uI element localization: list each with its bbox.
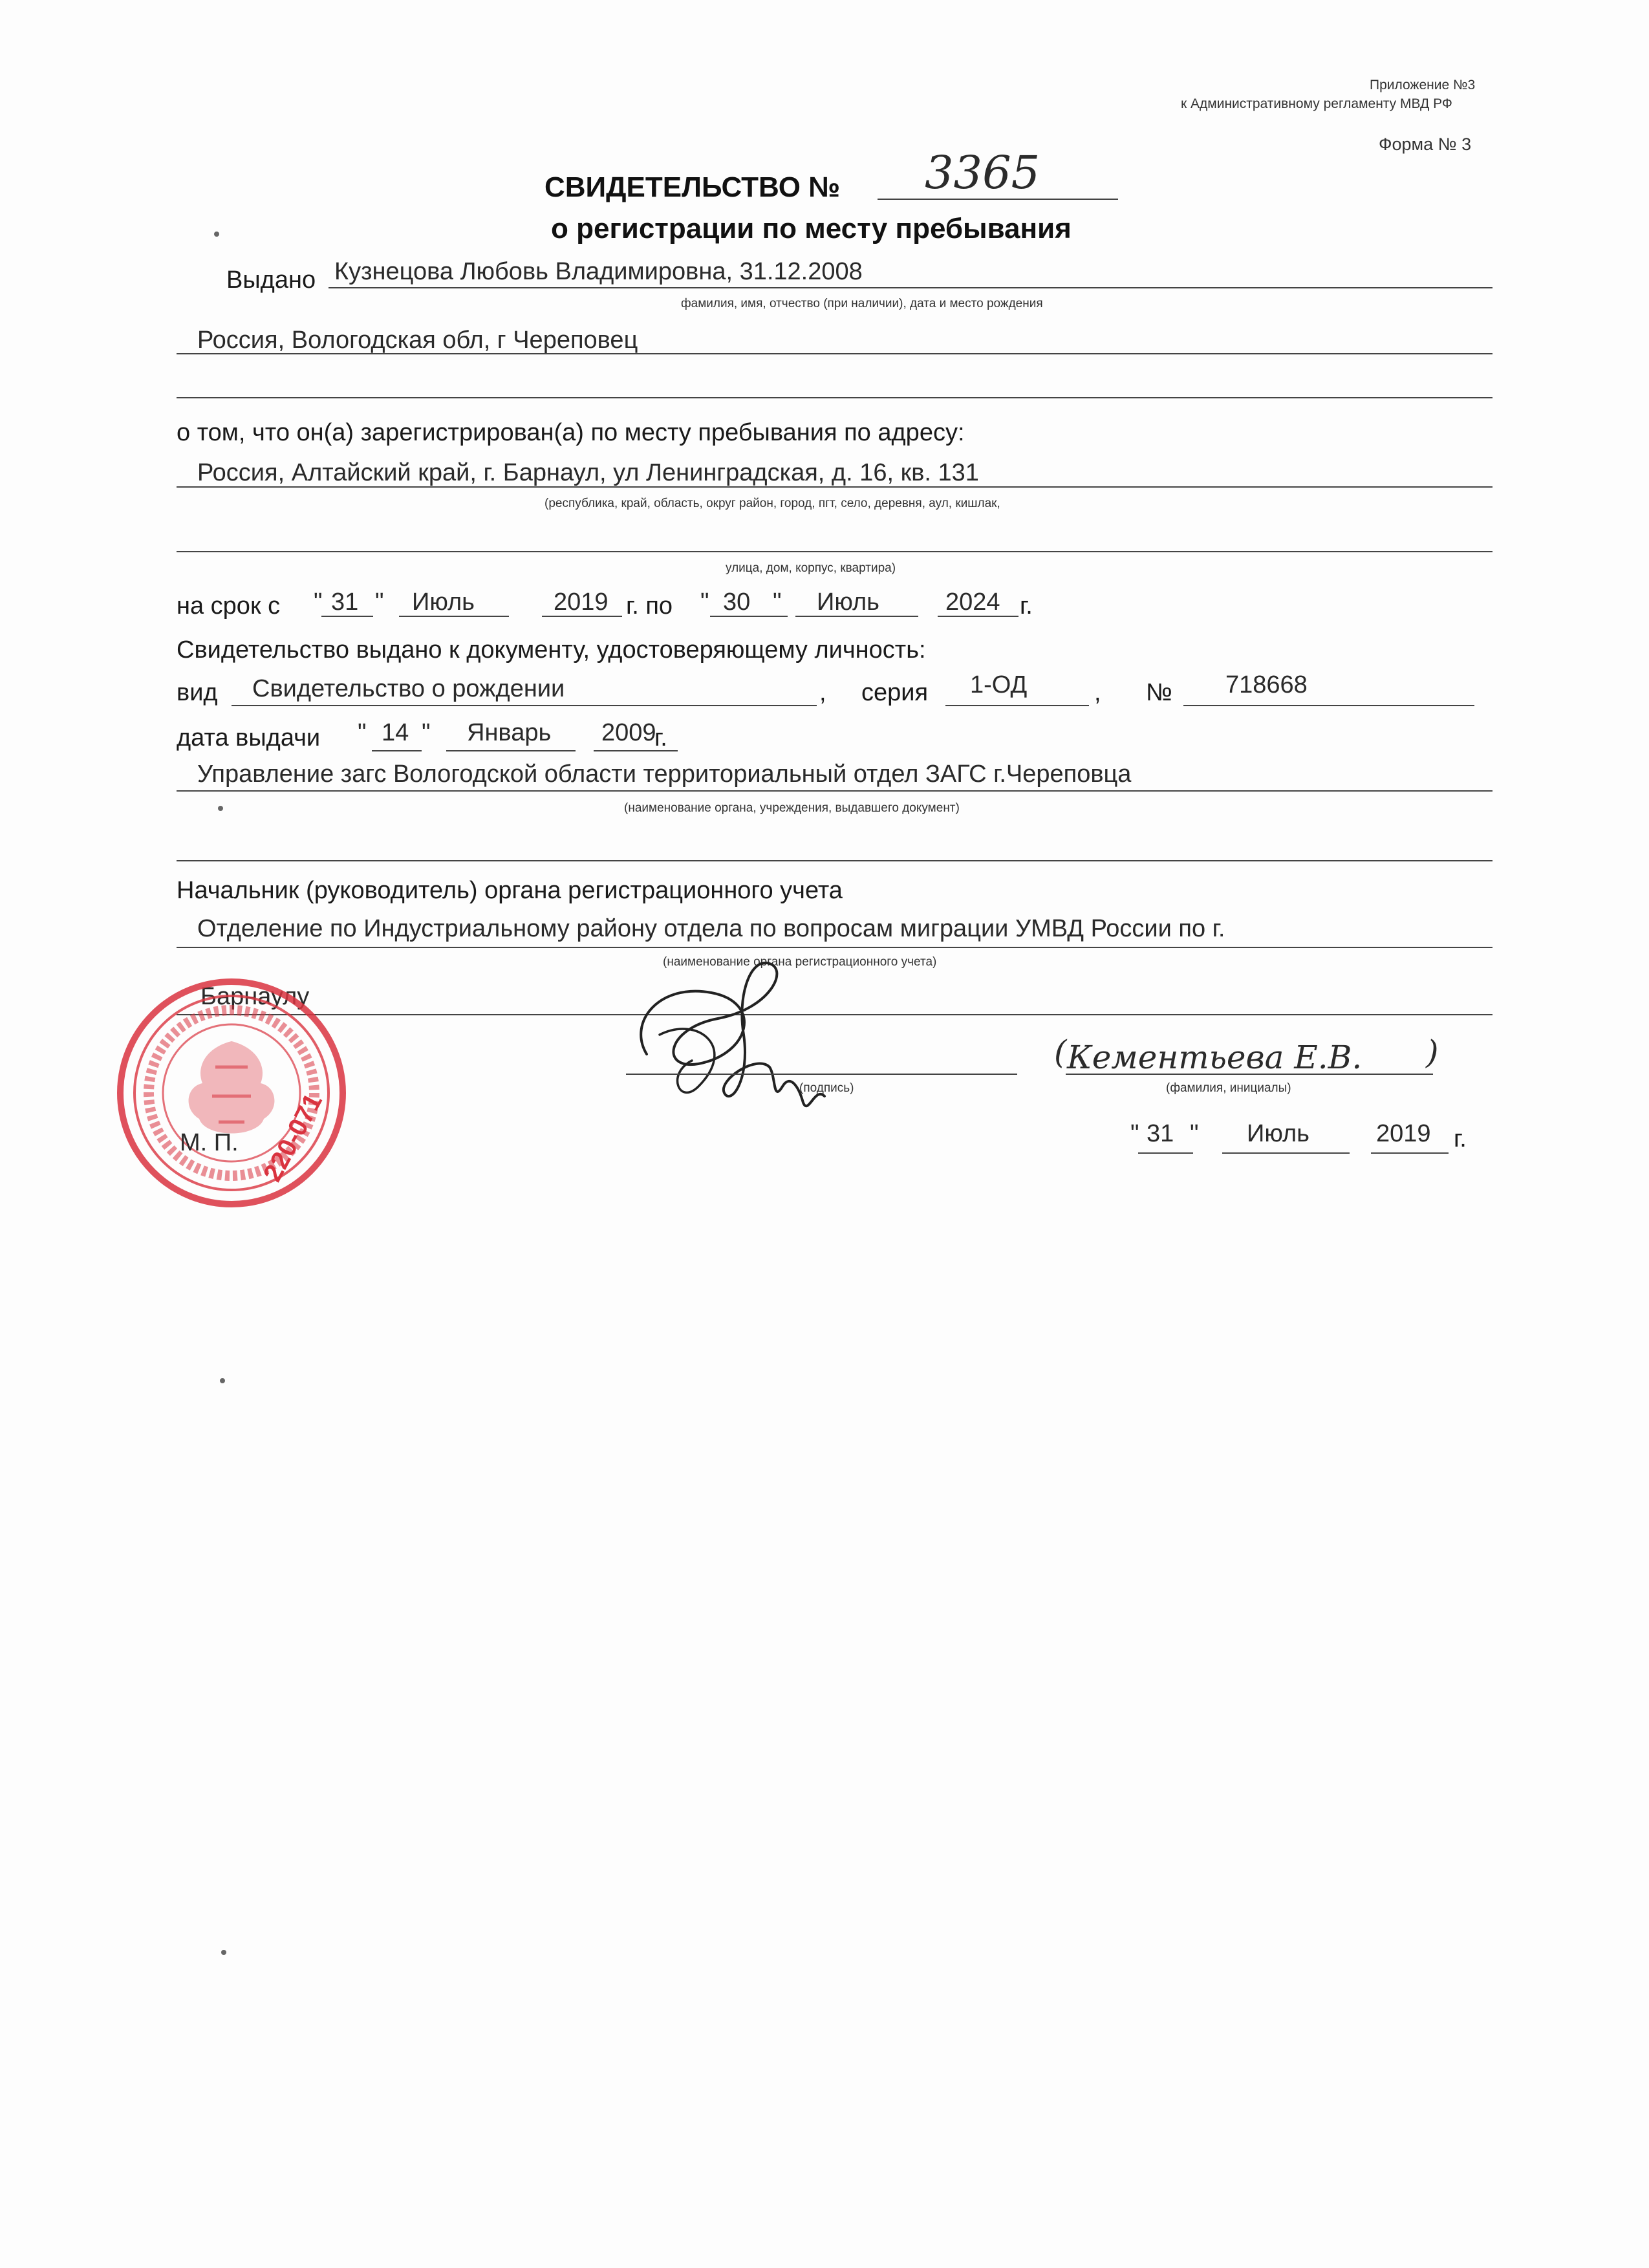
issue-date-label: дата выдачи: [177, 724, 321, 751]
issue-date-day: 14: [382, 719, 409, 746]
sign-date-year-line: [1371, 1152, 1449, 1154]
signature-line: [626, 1074, 1017, 1075]
address-value: Россия, Алтайский край, г. Барнаул, ул Ленинградская, д. 16, кв. 131: [197, 459, 979, 486]
seal-number: 220-071: [258, 1088, 328, 1187]
address-caption-1: (республика, край, область, округ район, город, пгт, село, деревня, аул, кишлак,: [544, 497, 1000, 510]
term-to-day-open-quote: ": [700, 589, 709, 616]
issue-date-g: г.: [654, 724, 667, 751]
document-type-label: вид: [177, 679, 218, 706]
document-type-value: Свидетельство о рождении: [252, 675, 565, 702]
document-number-label: №: [1146, 679, 1172, 706]
scan-speck: [214, 232, 219, 237]
term-from-day-line: [321, 616, 373, 617]
sign-date-month-line: [1222, 1152, 1350, 1154]
issuer-value: Управление загс Вологодской области территориальный отдел ЗАГС г.Череповца: [197, 761, 1132, 788]
appendix-line-1: Приложение №3: [1370, 78, 1476, 92]
term-to-day-line: [710, 616, 788, 617]
head-label: Начальник (руководитель) органа регистрационного учета: [177, 877, 843, 904]
issue-date-month: Январь: [467, 719, 552, 746]
issued-caption: фамилия, имя, отчество (при наличии), дата и место рождения: [681, 297, 1043, 310]
issue-date-month-line: [446, 750, 576, 751]
official-seal: [109, 970, 354, 1216]
scan-speck: [221, 1950, 226, 1955]
signature-name-caption: (фамилия, инициалы): [1166, 1081, 1291, 1095]
registration-authority-caption: (наименование органа регистрационного учета): [663, 955, 937, 969]
document-series-label: серия: [861, 679, 929, 706]
sign-date-day-line: [1138, 1152, 1193, 1154]
birthplace-line: [177, 353, 1493, 354]
certificate-title: СВИДЕТЕЛЬСТВО №: [544, 171, 841, 203]
term-label: на срок с: [177, 592, 281, 620]
appendix-line-2: к Административному регламенту МВД РФ: [1181, 96, 1452, 111]
term-from-day-close-quote: ": [375, 589, 384, 616]
signature-name-close-paren: ): [1426, 1033, 1439, 1071]
term-from-day-open-quote: ": [314, 589, 323, 616]
registration-authority-line: [177, 947, 1493, 948]
registration-authority-line-1: Отделение по Индустриальному району отдела по вопросам миграции УМВД России по г.: [197, 915, 1225, 942]
form-label: Форма № 3: [1379, 135, 1472, 154]
document-type-comma: ,: [819, 679, 826, 706]
term-from-year-line: [542, 616, 622, 617]
term-to-day-close-quote: ": [773, 589, 782, 616]
sign-date-day-open-quote: ": [1130, 1120, 1139, 1147]
term-g: г.: [1020, 592, 1033, 620]
sign-date-day-close-quote: ": [1190, 1120, 1199, 1147]
address-caption-2: улица, дом, корпус, квартира): [726, 561, 896, 575]
term-to-day: 30: [723, 589, 751, 616]
term-from-month-line: [399, 616, 509, 617]
issued-line: [329, 287, 1493, 288]
signature-scribble: [621, 957, 854, 1125]
term-to-month-line: [795, 616, 918, 617]
signature-caption: (подпись): [799, 1081, 854, 1095]
sign-date-g: г.: [1454, 1125, 1467, 1152]
address-line-2: [177, 551, 1493, 552]
document-type-line: [232, 705, 817, 706]
issued-value: Кузнецова Любовь Владимировна, 31.12.2008: [334, 258, 863, 285]
seal-label: М. П.: [180, 1129, 239, 1156]
sign-date-day: 31: [1147, 1120, 1174, 1147]
signature-name-handwritten: Кементьева Е.В.: [1067, 1039, 1363, 1076]
document-series-line: [945, 705, 1089, 706]
sign-date-year: 2019: [1376, 1120, 1431, 1147]
term-from-month: Июль: [412, 589, 475, 616]
birthplace-value: Россия, Вологодская обл, г Череповец: [197, 327, 638, 354]
registration-authority-line-2: Барнаулу: [200, 983, 310, 1010]
address-line: [177, 486, 1493, 488]
term-g-po: г. по: [626, 592, 673, 620]
document-number-line: [1183, 705, 1474, 706]
term-from-day: 31: [331, 589, 359, 616]
signature-name-line: [1066, 1074, 1433, 1075]
scan-speck: [218, 806, 223, 811]
document-statement: Свидетельство выдано к документу, удостоверяющему личность:: [177, 636, 926, 664]
issue-date-day-close-quote: ": [422, 719, 431, 746]
issued-label: Выдано: [226, 266, 316, 294]
title-underline: [878, 199, 1118, 200]
scan-speck: [220, 1378, 225, 1383]
term-to-year-line: [938, 616, 1018, 617]
term-to-year: 2024: [945, 589, 1000, 616]
signature-name-open-paren: (: [1054, 1033, 1067, 1071]
term-to-month: Июль: [817, 589, 879, 616]
blank-line-1: [177, 397, 1493, 398]
issue-date-day-open-quote: ": [358, 719, 367, 746]
issuer-line: [177, 790, 1493, 792]
document-series-comma: ,: [1094, 679, 1101, 706]
certificate-subtitle: о регистрации по месту пребывания: [551, 213, 1072, 244]
issue-date-day-line: [372, 750, 422, 751]
certificate-number: 3365: [925, 146, 1040, 199]
issuer-caption: (наименование органа, учреждения, выдавшего документ): [624, 801, 960, 815]
blank-line-2: [177, 860, 1493, 861]
registration-statement: о том, что он(а) зарегистрирован(а) по месту пребывания по адресу:: [177, 419, 965, 446]
document-series-value: 1-ОД: [970, 671, 1028, 698]
document-number-value: 718668: [1225, 671, 1308, 698]
sign-date-month: Июль: [1247, 1120, 1310, 1147]
term-from-year: 2019: [554, 589, 609, 616]
issue-date-year: 2009: [601, 719, 656, 746]
